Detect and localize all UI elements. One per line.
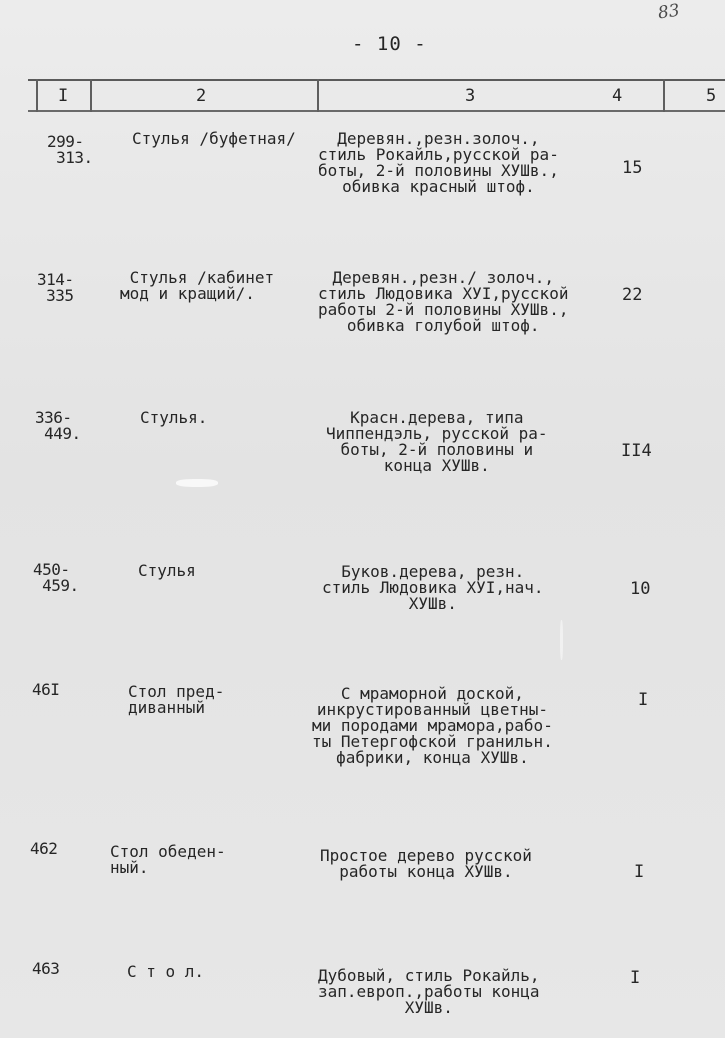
column-header-1: I — [58, 86, 69, 106]
table-top-rule — [28, 79, 725, 81]
column-header-3: 3 — [465, 86, 476, 106]
row-name: Стулья — [138, 561, 196, 580]
row-name: Стол обеден- ный. — [110, 842, 226, 877]
column-divider — [663, 79, 665, 112]
row-number: 336- 449. — [35, 408, 81, 443]
page-number: - 10 - — [352, 33, 427, 55]
corner-handwritten-number: 83 — [656, 0, 681, 24]
row-description: Деревян.,резн.золоч., стиль Рокайль,русской ра- боты, 2-й половины ХУШв., обивка красный штоф. — [318, 129, 559, 196]
column-divider — [36, 79, 38, 112]
row-description: Буков.дерева, резн. стиль Людовика ХУI,нач. ХУШв. — [322, 562, 544, 613]
row-number: 462 — [30, 839, 58, 858]
row-name: Стулья /кабинет мод и кращий/. — [120, 268, 275, 303]
row-name: Стулья. — [140, 408, 208, 427]
column-header-5: 5 — [706, 86, 717, 106]
column-header-4: 4 — [612, 86, 623, 106]
row-quantity: I — [638, 690, 649, 710]
column-divider — [90, 79, 92, 112]
row-description: Деревян.,резн./ золоч., стиль Людовика ХУI,русской работы 2-й половины ХУШв., обивка голубой штоф. — [318, 268, 569, 335]
row-quantity: 10 — [630, 579, 651, 599]
row-name: Стол пред- диванный — [128, 682, 225, 717]
row-description: Красн.дерева, типа Чиппендэль, русской ра- боты, 2-й половины и конца ХУШв. — [326, 408, 548, 475]
row-number: 450- 459. — [33, 560, 79, 595]
paper-crease — [560, 620, 563, 660]
row-quantity: II4 — [621, 441, 652, 461]
row-quantity: I — [630, 968, 641, 988]
row-number: 463 — [32, 959, 60, 978]
row-quantity: I — [634, 862, 645, 882]
row-quantity: 15 — [622, 158, 643, 178]
row-description: Дубовый, стиль Рокайль, зап.европ.,работы конца ХУШв. — [318, 966, 540, 1017]
row-number: 46I — [32, 680, 60, 699]
row-name: С т о л. — [127, 962, 205, 981]
paper-speck — [176, 479, 218, 487]
row-quantity: 22 — [622, 285, 643, 305]
table-header-rule — [28, 110, 725, 112]
column-divider — [317, 79, 319, 112]
row-number: 299- 313. — [47, 132, 93, 167]
column-header-2: 2 — [196, 86, 207, 106]
row-name: Стулья /буфетная/ — [132, 129, 296, 148]
row-description: С мраморной доской, инкрустированный цветны- ми породами мрамора,рабо- ты Петергофской гранильн. фабрики, конца ХУШв. — [312, 684, 553, 767]
row-number: 314- 335 — [37, 270, 74, 305]
row-description: Простое дерево русской работы конца ХУШв. — [320, 846, 532, 881]
